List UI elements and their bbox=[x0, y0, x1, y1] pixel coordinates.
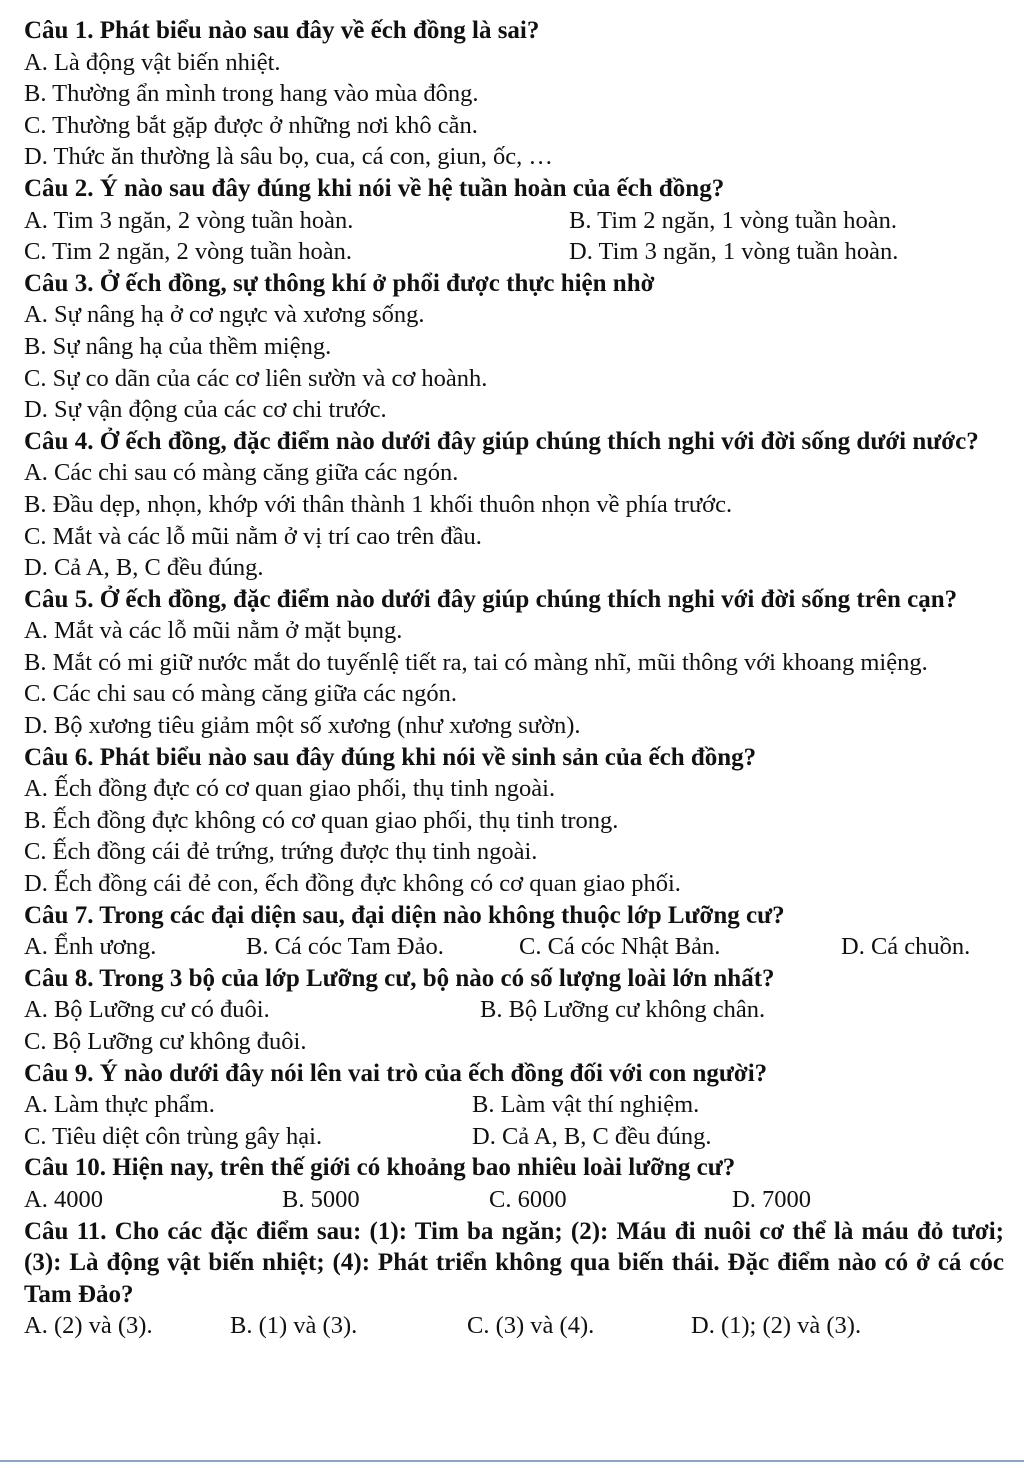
q11-options-row bbox=[24, 1310, 1004, 1342]
q4-option-c: C. Mắt và các lỗ mũi nằm ở vị trí cao trên đầu. bbox=[24, 522, 482, 550]
q8-option-b: B. Bộ Lưỡng cư không chân. bbox=[480, 996, 766, 1024]
q4-option-a: A. Các chi sau có màng căng giữa các ngón. bbox=[24, 459, 459, 487]
q3-option-a: A. Sự nâng hạ ở cơ ngực và xương sống. bbox=[24, 301, 425, 329]
q5-option-c: C. Các chi sau có màng căng giữa các ngón. bbox=[24, 680, 458, 708]
q3-option-d: D. Sự vận động của các cơ chi trước. bbox=[24, 396, 387, 424]
question-5: Câu 5. Ở ếch đồng, đặc điểm nào dưới đây giúp chúng thích nghi với đời sống trên cạn? bbox=[24, 585, 958, 613]
q2-option-d: D. Tim 3 ngăn, 1 vòng tuần hoàn. bbox=[569, 238, 899, 266]
q2-options-row-2 bbox=[24, 236, 1004, 268]
q9-option-c: C. Tiêu diệt côn trùng gây hại. bbox=[24, 1122, 323, 1150]
q1-option-d: D. Thức ăn thường là sâu bọ, cua, cá con, giun, ốc, … bbox=[24, 143, 553, 171]
q11-option-d: D. (1); (2) và (3). bbox=[691, 1312, 862, 1340]
question-10: Câu 10. Hiện nay, trên thế giới có khoảng bao nhiêu loài lưỡng cư? bbox=[24, 1154, 736, 1182]
q3-option-c: C. Sự co dãn của các cơ liên sườn và cơ hoành. bbox=[24, 364, 488, 392]
q3-option-b: B. Sự nâng hạ của thềm miệng. bbox=[24, 332, 332, 360]
q11-option-a: A. (2) và (3). bbox=[24, 1312, 153, 1340]
q2-option-b: B. Tim 2 ngăn, 1 vòng tuần hoàn. bbox=[569, 206, 898, 234]
q7-option-b: B. Cá cóc Tam Đảo. bbox=[246, 933, 444, 961]
q5-option-a: A. Mắt và các lỗ mũi nằm ở mặt bụng. bbox=[24, 617, 403, 645]
q5-option-d: D. Bộ xương tiêu giảm một số xương (như xương sườn). bbox=[24, 712, 581, 740]
question-9: Câu 9. Ý nào dưới đây nói lên vai trò của ếch đồng đối với con người? bbox=[24, 1059, 768, 1087]
q9-option-b: B. Làm vật thí nghiệm. bbox=[472, 1091, 700, 1119]
q2-option-a: A. Tim 3 ngăn, 2 vòng tuần hoàn. bbox=[24, 206, 354, 234]
q10-option-c: C. 6000 bbox=[489, 1185, 567, 1213]
q2-options-row-1 bbox=[24, 205, 1004, 237]
q10-option-b: B. 5000 bbox=[282, 1185, 360, 1213]
q7-option-d: D. Cá chuồn. bbox=[841, 933, 971, 961]
question-8: Câu 8. Trong 3 bộ của lớp Lưỡng cư, bộ nào có số lượng loài lớn nhất? bbox=[24, 964, 775, 992]
q7-options-row bbox=[24, 931, 1004, 963]
q4-option-d: D. Cả A, B, C đều đúng. bbox=[24, 554, 264, 582]
q10-option-d: D. 7000 bbox=[732, 1185, 811, 1213]
q9-options-row-1 bbox=[24, 1089, 1004, 1121]
question-7: Câu 7. Trong các đại diện sau, đại diện nào không thuộc lớp Lưỡng cư? bbox=[24, 901, 785, 929]
q7-option-a: A. Ểnh ương. bbox=[24, 933, 157, 961]
q8-option-a: A. Bộ Lưỡng cư có đuôi. bbox=[24, 996, 270, 1024]
q9-option-d: D. Cả A, B, C đều đúng. bbox=[472, 1122, 712, 1150]
q10-options-row bbox=[24, 1184, 1004, 1216]
q8-option-c: C. Bộ Lưỡng cư không đuôi. bbox=[24, 1028, 307, 1055]
question-11: Câu 11. Cho các đặc điểm sau: (1): Tim ba ngăn; (2): Máu đi nuôi cơ thể là máu đỏ tươi; (3): Là động vật biến nhiệt; (4): Phát triển không qua biến thái. Đặc điểm nào có ở cá cóc Tam Đảo? bbox=[24, 1217, 1004, 1308]
q4-option-b: B. Đầu dẹp, nhọn, khớp với thân thành 1 khối thuôn nhọn về phía trước. bbox=[24, 490, 733, 518]
question-1: Câu 1. Phát biểu nào sau đây về ếch đồng là sai? bbox=[24, 17, 540, 44]
q7-option-c: C. Cá cóc Nhật Bản. bbox=[519, 933, 721, 961]
q11-option-b: B. (1) và (3). bbox=[230, 1312, 358, 1340]
q2-option-c: C. Tim 2 ngăn, 2 vòng tuần hoàn. bbox=[24, 238, 353, 266]
q9-option-a: A. Làm thực phẩm. bbox=[24, 1091, 215, 1119]
q1-option-b: B. Thường ẩn mình trong hang vào mùa đông. bbox=[24, 80, 479, 108]
q6-option-c: C. Ếch đồng cái đẻ trứng, trứng được thụ tinh ngoài. bbox=[24, 838, 538, 866]
q1-option-a: A. Là động vật biến nhiệt. bbox=[24, 48, 281, 76]
q5-option-b: B. Mắt có mi giữ nước mắt do tuyếnlệ tiết ra, tai có màng nhĩ, mũi thông với khoang miệng. bbox=[24, 648, 928, 676]
q9-options-row-2 bbox=[24, 1121, 1004, 1153]
question-4: Câu 4. Ở ếch đồng, đặc điểm nào dưới đây giúp chúng thích nghi với đời sống dưới nước? bbox=[24, 427, 979, 455]
q6-option-d: D. Ếch đồng cái đẻ con, ếch đồng đực không có cơ quan giao phối. bbox=[24, 870, 681, 898]
question-2: Câu 2. Ý nào sau đây đúng khi nói về hệ tuần hoàn của ếch đồng? bbox=[24, 174, 725, 202]
question-3: Câu 3. Ở ếch đồng, sự thông khí ở phổi được thực hiện nhờ bbox=[24, 269, 655, 297]
question-6: Câu 6. Phát biểu nào sau đây đúng khi nói về sinh sản của ếch đồng? bbox=[24, 743, 757, 771]
q6-option-a: A. Ếch đồng đực có cơ quan giao phối, thụ tinh ngoài. bbox=[24, 775, 556, 803]
q11-option-c: C. (3) và (4). bbox=[467, 1312, 595, 1340]
q1-option-c: C. Thường bắt gặp được ở những nơi khô cằn. bbox=[24, 111, 478, 139]
bottom-border-line bbox=[0, 1460, 1024, 1462]
q10-option-a: A. 4000 bbox=[24, 1185, 103, 1213]
q8-options-row-1 bbox=[24, 994, 1004, 1026]
q6-option-b: B. Ếch đồng đực không có cơ quan giao phối, thụ tinh trong. bbox=[24, 806, 619, 834]
